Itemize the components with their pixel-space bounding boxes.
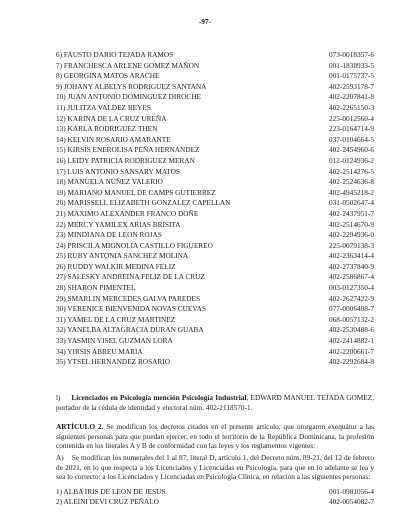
list-item	[56, 145, 374, 156]
person-name: 10) JUAN ANTONIO DOMINGUEZ DIROCHE	[56, 92, 201, 102]
section-l-paragraph	[56, 393, 374, 412]
person-name: 6) FAUSTO DARIO TEJADA RAMOS	[56, 50, 174, 59]
person-name: 28) SHARON PIMENTEL	[56, 283, 136, 293]
list-item	[56, 325, 374, 336]
person-name: 35) YTSEL HERNANDEZ ROSARIO	[56, 357, 170, 367]
person-name: 9) JOHANY ALBELYS RODRIGUEZ SANTANA	[56, 81, 207, 91]
cedula-number: 402-2593178-7	[329, 81, 374, 91]
list-item	[56, 262, 374, 273]
cedula-number: 037-0104664-5	[329, 134, 374, 144]
cedula-number: 402-2514276-5	[329, 166, 374, 176]
cedula-number: 402-2292684-8	[329, 357, 374, 367]
person-name: 8) GEORGINA MATOS ARACHE	[56, 71, 160, 81]
person-name: 20) MARISSELL ELIZABETH GONZALEZ CAPELLAN	[56, 198, 231, 208]
person-name: 34) YIRSIS ABREU MARIA	[56, 346, 143, 356]
person-name: 31) YAMEL DE LA CRUZ MARTINEZ	[56, 314, 176, 324]
cedula-number: 402-2737840-9	[329, 261, 374, 271]
person-name: 33) YASMIN YISEL GUZMAN LORA	[56, 336, 173, 346]
person-name: 7) FRANCHESCA ARLENE GOMEZ MAÑON	[56, 60, 200, 70]
cedula-number: 402-2207841-8	[329, 92, 374, 102]
list-item	[56, 230, 374, 241]
person-name: 1) ALBA IRIS DE LEON DE JESUS	[56, 486, 166, 496]
list-item	[56, 92, 374, 103]
list-item	[56, 61, 374, 72]
cedula-number: 003-0127350-4	[329, 283, 374, 293]
cedula-number: 402-2265150-3	[329, 102, 374, 112]
person-name: 30) VERENICE BIENVENIDA NOVAS CUEVAS	[56, 304, 206, 314]
cedula-number: 012-0124936-2	[329, 155, 374, 165]
list-item	[56, 336, 374, 347]
list-item	[56, 167, 374, 178]
section-l-title: Licenciados en Psicología mención Psicología Industrial	[71, 393, 247, 402]
article-2-paragraph	[56, 422, 374, 451]
cedula-number: 068-0057132-2	[329, 314, 374, 324]
cedula-number: 402-2454960-6	[329, 145, 374, 155]
person-name: 14) KELVIN ROSARIO AMARANTE	[56, 134, 171, 144]
cedula-number: 402-2524636-8	[329, 177, 374, 187]
person-name: 22) MERCY YAMILEX ARIAS BRISITA	[56, 219, 181, 229]
list-item	[56, 272, 374, 283]
person-name: 32) YANELBA ALTAGRACIA DURAN GUABA	[56, 325, 204, 335]
cedula-number: 077-0006408-7	[329, 304, 374, 314]
cedula-number: 073-0018357-6	[329, 50, 374, 59]
cedula-number: 001-0981056-4	[329, 486, 374, 496]
person-name: 23) MINDIANA DE LEON ROJAS	[56, 230, 162, 240]
cedula-number: 402-2627422-9	[329, 293, 374, 303]
section-a-label: A)	[56, 453, 64, 462]
list-item	[56, 135, 374, 146]
cedula-number: 402-2200661-7	[329, 346, 374, 356]
person-name: 26) RUDDY WALKIR MEDINA FELIZ	[56, 261, 176, 271]
page-number: -97-	[198, 17, 212, 26]
list-item	[56, 71, 374, 82]
section-a-text: Se modifican los numerales del 1 al 87, literal D, artículo 1, del Decreto núm. 89-21, del 12 de febrero de 2021, en lo que respecta a los Licenciados y Licenciadas en Psicología, para que en lo adelante se lea y sea lo correcto: a los Licenciados y Licenciadas en Psicología Clínica, en relación a las siguientes personas:	[56, 453, 374, 482]
person-name: 2) ALEINI DEVI CRUZ PEÑALO	[56, 497, 159, 507]
cedula-number: 402-2586867-4	[329, 272, 374, 282]
person-name: 24) PRISCILA MIGNOLIA CASTILLO FIGUEREO	[56, 240, 213, 250]
cedula-number: 402-2363414-4	[329, 251, 374, 261]
cedula-number: 225-0012560-4	[329, 113, 374, 123]
list-item	[56, 82, 374, 93]
list-item	[56, 357, 374, 368]
list-item	[56, 209, 374, 220]
cedula-number: 402-0054082-7	[329, 497, 374, 507]
list-item	[56, 347, 374, 358]
list-item	[56, 156, 374, 167]
cedula-number: 223-0164714-9	[329, 124, 374, 134]
cedula-number: 225-0079138-3	[329, 240, 374, 250]
cedula-number: 402-2437951-7	[329, 208, 374, 218]
cedula-number: 402-2294936-0	[329, 230, 374, 240]
person-name: 13) KARLA RODRIGUEZ THEN	[56, 124, 158, 134]
cedula-number: 001-0175737-5	[329, 71, 374, 81]
person-list-clinical	[56, 487, 374, 508]
cedula-number: 402-2530488-6	[329, 325, 374, 335]
person-name: 29) SMARLIN MERCEDES GALVA PAREDES	[56, 293, 201, 303]
cedula-number: 402-4945218-2	[329, 187, 374, 197]
list-item	[56, 50, 374, 61]
cedula-number: 001-1838933-5	[329, 60, 374, 70]
cedula-number: 402-2514670-9	[329, 219, 374, 229]
list-item	[56, 198, 374, 209]
list-item	[56, 188, 374, 199]
list-item	[56, 304, 374, 315]
list-item	[56, 103, 374, 114]
list-item	[56, 251, 374, 262]
section-l-label: l)	[56, 393, 61, 402]
list-item	[56, 177, 374, 188]
cedula-number: 031-0502647-4	[329, 198, 374, 208]
list-item	[56, 487, 374, 498]
list-item	[56, 283, 374, 294]
list-item	[56, 315, 374, 326]
person-name: 27) SALESKY ANDREINA FELIZ DE LA CRUZ	[56, 272, 205, 282]
list-item	[56, 124, 374, 135]
person-list-industrial	[56, 50, 374, 368]
person-name: 15) KIRSIS ENEROLISA PEÑA HERNANDEZ	[56, 145, 200, 155]
section-l-text: , EDWARD MANUEL TEJADA GOMEZ, portador de la cédula de identidad y electoral núm. 402-2118570-1.	[56, 393, 374, 412]
person-name: 19) MARIANO MANUEL DE CAMPS GUTIERREZ	[56, 187, 216, 197]
list-item	[56, 294, 374, 305]
list-item	[56, 497, 374, 508]
person-name: 18) MANUELA NUÑEZ VALERIO	[56, 177, 163, 187]
article-2-text: Se modifican los decretos citados en el presente artículo, que otorgaron exequátur a las siguientes personas para que puedan ejercer, en todo el territorio de la República Dominicana, la profesión contenida en los literales A y B de conformidad con las leyes y los reglamentos vigentes:	[56, 422, 374, 451]
article-2-heading: ARTÍCULO 2.	[56, 422, 104, 431]
list-item	[56, 220, 374, 231]
person-name: 12) KARINA DE LA CRUZ UREÑA	[56, 113, 167, 123]
cedula-number: 402-2414882-1	[329, 336, 374, 346]
list-item	[56, 114, 374, 125]
person-name: 16) LEIDY PATRICIA RODRIGUEZ MERAN	[56, 155, 195, 165]
list-item	[56, 241, 374, 252]
person-name: 11) JULITZA VALDEZ REYES	[56, 102, 151, 112]
person-name: 21) MAXIMO ALEXANDER FRANCO DOÑE	[56, 208, 199, 218]
person-name: 17) LUIS ANTONIO SANSARY MATOS	[56, 166, 180, 176]
person-name: 25) RUBY ANTONIA SANCHEZ MOLINA	[56, 251, 189, 261]
section-a-paragraph	[56, 453, 374, 482]
